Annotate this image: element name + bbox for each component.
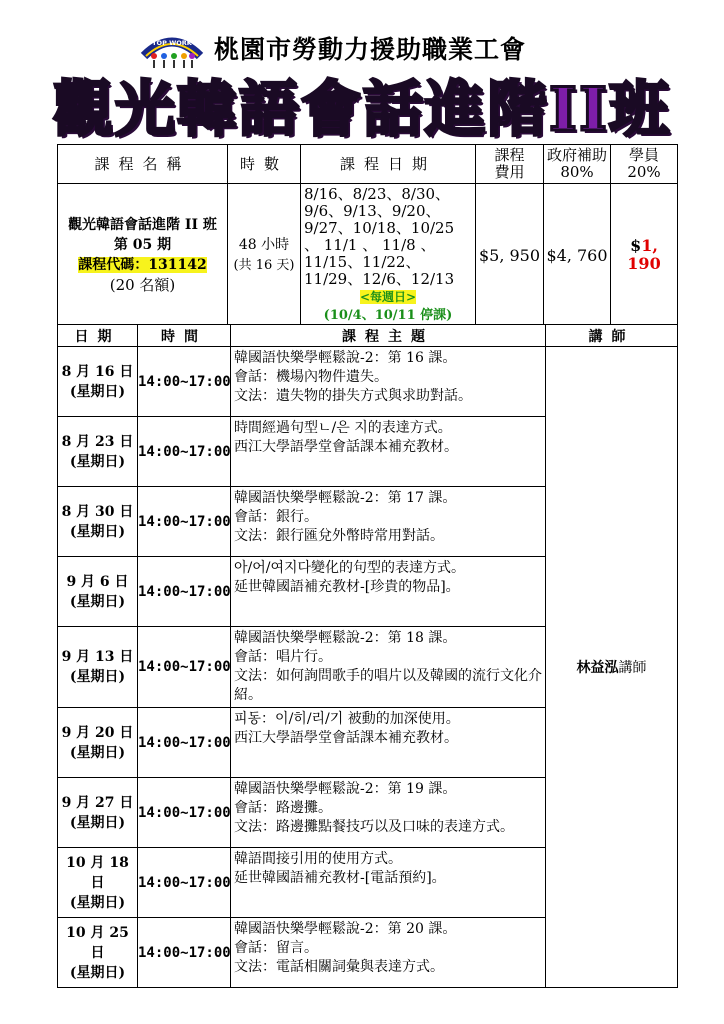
schedule-date: 9 月 6 日 (星期日)	[58, 557, 138, 627]
schedule-time: 14:00~17:00	[138, 848, 231, 918]
schedule-topic	[231, 487, 546, 557]
header-subsidy: 政府補助 80%	[544, 145, 611, 184]
schedule-table	[57, 324, 678, 988]
topic-line: 아/어/여지다變化的句型的表達方式。	[234, 560, 466, 576]
course-code: 課程代碼：131142	[78, 256, 207, 273]
schedule-date: 9 月 27 日 (星期日)	[58, 778, 138, 848]
schedule-time: 14:00~17:00	[138, 918, 231, 988]
schedule-time: 14:00~17:00	[138, 347, 231, 417]
course-quota: (20 名額)	[109, 275, 176, 294]
topic-line: 文法：電話相關詞彙與表達方式。	[234, 959, 444, 975]
topic-line: 韓國語快樂學輕鬆說-2：第 20 課。	[234, 921, 457, 937]
schedule-topic	[231, 708, 546, 778]
logo-text: TOP WORK	[152, 39, 192, 47]
topic-line: 西江大學語學堂會話課本補充教材。	[234, 439, 458, 455]
schedule-topic	[231, 417, 546, 487]
topic-line: 文法：路邊攤點餐技巧以及口味的表達方式。	[234, 819, 514, 835]
topic-line: 韓國語快樂學輕鬆說-2：第 19 課。	[234, 781, 457, 797]
schedule-topic	[231, 918, 546, 988]
schedule-header-teacher: 講師	[546, 325, 678, 347]
teacher-cell	[546, 347, 678, 988]
schedule-date: 9 月 13 日 (星期日)	[58, 627, 138, 708]
header-course-name: 課程名稱	[58, 145, 228, 184]
teacher-name: 林益泓	[576, 660, 619, 676]
schedule-time: 14:00~17:00	[138, 487, 231, 557]
schedule-time: 14:00~17:00	[138, 417, 231, 487]
schedule-row	[58, 347, 678, 417]
topic-line: 韓國語快樂學輕鬆說-2：第 18 課。	[234, 630, 457, 646]
subsidy-cell: $4, 760	[544, 184, 611, 327]
topic-line: 文法：遺失物的掛失方式與求助對話。	[234, 388, 472, 404]
course-name: 觀光韓語會話進階 II 班	[68, 216, 217, 233]
topic-line: 延世韓國語補充教材-[電話預約]。	[234, 870, 446, 886]
schedule-topic	[231, 557, 546, 627]
schedule-topic	[231, 778, 546, 848]
schedule-topic	[231, 627, 546, 708]
schedule-time: 14:00~17:00	[138, 708, 231, 778]
course-term: 第 05 期	[113, 236, 172, 253]
schedule-date: 9 月 20 日 (星期日)	[58, 708, 138, 778]
schedule-time: 14:00~17:00	[138, 557, 231, 627]
header-hours: 時數	[228, 145, 301, 184]
schedule-date: 10 月 25 日 (星期日)	[58, 918, 138, 988]
header-student-share: 學員 20%	[611, 145, 678, 184]
topic-line: 文法：銀行匯兌外幣時常用對話。	[234, 528, 444, 544]
topic-line: 韓語間接引用的使用方式。	[234, 851, 402, 867]
topic-line: 會話：銀行。	[234, 509, 318, 525]
course-dates: 8/16、8/23、8/30、9/6、9/13、9/20、9/27、10/18、10/25 、 11/1 、 11/8 、11/15、11/22、11/29、12/6、12/13	[304, 185, 455, 288]
suspension-note: (10/4、10/11 停課)	[323, 308, 453, 323]
schedule-time: 14:00~17:00	[138, 627, 231, 708]
topic-line: 紹。	[234, 687, 262, 703]
organization-name: 桃園市勞動力援助職業工會	[214, 35, 527, 64]
course-info-table	[57, 144, 678, 327]
topic-line: 韓國語快樂學輕鬆說-2：第 16 課。	[234, 350, 457, 366]
schedule-header-time: 時間	[138, 325, 231, 347]
header-fee: 課程 費用	[476, 145, 544, 184]
topic-line: 時間經過句型ㄴ/은 지的表達方式。	[234, 420, 452, 436]
topic-line: 韓國語快樂學輕鬆說-2：第 17 課。	[234, 490, 457, 506]
schedule-topic	[231, 347, 546, 417]
topic-line: 會話：路邊攤。	[234, 800, 332, 816]
student-pay-cell: $1, 190	[611, 184, 678, 327]
top-work-logo	[140, 26, 204, 70]
schedule-date: 10 月 18 日 (星期日)	[58, 848, 138, 918]
schedule-time: 14:00~17:00	[138, 778, 231, 848]
teacher-suffix: 講師	[618, 660, 647, 676]
fee-cell: $5, 950	[476, 184, 544, 327]
topic-line: 會話：唱片行。	[234, 649, 332, 665]
schedule-header-date: 日期	[58, 325, 138, 347]
topic-line: 西江大學語學堂會話課本補充教材。	[234, 730, 458, 746]
total-days: (共 16 天)	[233, 257, 295, 273]
schedule-date: 8 月 30 日 (星期日)	[58, 487, 138, 557]
course-title: 觀光韓語會話進階II班	[52, 75, 672, 145]
header-dates: 課程日期	[301, 145, 476, 184]
weekday-note: <每週日>	[359, 290, 417, 304]
topic-line: 文法：如何詢問歌手的唱片以及韓國的流行文化介	[234, 668, 542, 684]
schedule-topic	[231, 848, 546, 918]
course-name-cell	[58, 184, 228, 327]
schedule-date: 8 月 16 日 (星期日)	[58, 347, 138, 417]
hours-cell	[228, 184, 301, 327]
total-hours: 48 小時	[238, 236, 290, 253]
schedule-header-topic: 課程主題	[231, 325, 546, 347]
topic-line: 會話：機場內物件遺失。	[234, 369, 388, 385]
schedule-date: 8 月 23 日 (星期日)	[58, 417, 138, 487]
topic-line: 會話：留言。	[234, 940, 318, 956]
page-header	[0, 0, 724, 145]
topic-line: 피동：이/히/리/기 被動的加深使用。	[234, 711, 460, 727]
dates-cell	[301, 184, 476, 327]
topic-line: 延世韓國語補充教材-[珍貴的物品]。	[234, 579, 460, 595]
